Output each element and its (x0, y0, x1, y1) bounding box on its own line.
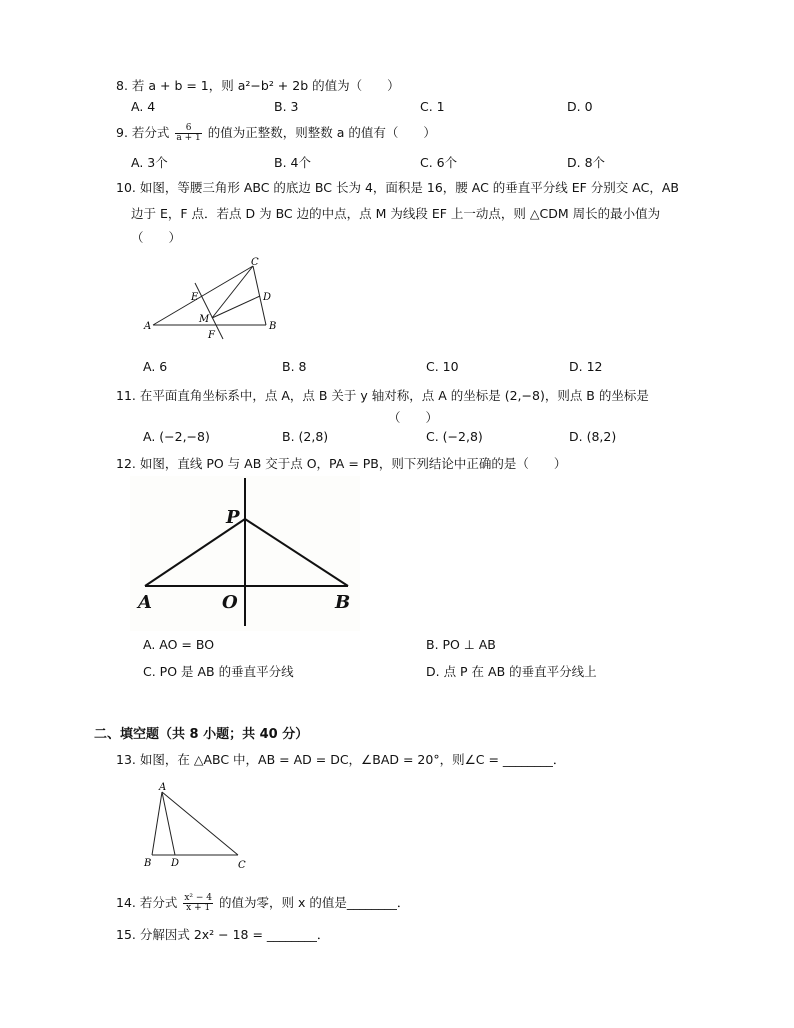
q12-option-b: B. PO ⊥ AB (426, 637, 496, 652)
q8-option-a: A. 4 (131, 99, 156, 114)
q10-option-a: A. 6 (143, 359, 168, 374)
q13-figure (140, 780, 255, 872)
q10-label-b: B (269, 321, 277, 332)
section-2-title: 二、填空题（共 8 小题；共 40 分） (94, 727, 309, 742)
q12-label-a: A (138, 592, 152, 613)
q11-stem-line1: 11. 在平面直角坐标系中，点 A，点 B 关于 y 轴对称，点 A 的坐标是 (2,−8)，则点 B 的坐标是 (116, 388, 649, 403)
q9-fraction-denominator: a + 1 (176, 133, 201, 143)
q14-fraction (183, 894, 213, 913)
q10-label-c: C (251, 257, 259, 268)
q10-label-d: D (263, 292, 272, 303)
q9-option-b: B. 4个 (274, 155, 311, 170)
q12-figure (130, 476, 360, 631)
q13-label-a: A (159, 782, 167, 793)
q12-option-c: C. PO 是 AB 的垂直平分线 (143, 664, 294, 679)
q9-stem-suffix: 的值为正整数，则整数 a 的值有（ ） (207, 125, 436, 140)
q11-option-b: B. (2,8) (282, 429, 329, 444)
q8-option-c: C. 1 (420, 99, 445, 114)
q10-option-c: C. 10 (426, 359, 459, 374)
q12-label-o: O (222, 592, 238, 613)
q12-option-a: A. AO = BO (143, 637, 215, 652)
q13-stem: 13. 如图，在 △ABC 中，AB = AD = DC，∠BAD = 20°，则∠C = ________． (116, 752, 566, 767)
q14-fraction-numerator: x² − 4 (184, 893, 213, 903)
q10-option-b: B. 8 (282, 359, 307, 374)
q9-fraction (175, 124, 201, 143)
q13-label-d: D (171, 858, 180, 869)
q10-option-d: D. 12 (569, 359, 603, 374)
q14-stem-suffix: 的值为零，则 x 的值是________． (219, 895, 410, 910)
q12-stem: 12. 如图，直线 PO 与 AB 交于点 O，PA = PB，则下列结论中正确的是（ ） (116, 456, 567, 471)
q10-label-m: M (199, 314, 210, 325)
q11-stem-line2: （ ） (388, 410, 439, 425)
q10-label-f: F (208, 330, 215, 341)
q14-fraction-denominator: x + 1 (186, 903, 211, 913)
q12-option-d: D. 点 P 在 AB 的垂直平分线上 (426, 664, 597, 679)
q9-option-a: A. 3个 (131, 155, 168, 170)
q10-stem-line2: 边于 E，F 点．若点 D 为 BC 边的中点，点 M 为线段 EF 上一动点，则 △CDM 周长的最小值为 (131, 206, 661, 221)
q11-option-c: C. (−2,8) (426, 429, 483, 444)
q13-segment-ab (152, 792, 162, 855)
q11-option-a: A. (−2,−8) (143, 429, 210, 444)
q11-option-d: D. (8,2) (569, 429, 617, 444)
q12-label-p: P (226, 507, 240, 528)
q15-stem: 15. 分解因式 2x² − 18 = ________． (116, 927, 330, 942)
q9-option-d: D. 8个 (567, 155, 606, 170)
q14-stem (116, 893, 409, 913)
q9-fraction-numerator: 6 (175, 124, 201, 134)
q9-option-c: C. 6个 (420, 155, 458, 170)
q13-label-b: B (144, 858, 152, 869)
q12-label-b: B (335, 592, 351, 613)
q10-label-a: A (144, 321, 152, 332)
q9-stem-prefix: 9. 若分式 (116, 125, 170, 140)
q10-label-e: E (191, 292, 199, 303)
q10-segment-cm (212, 266, 253, 318)
q8-option-d: D. 0 (567, 99, 593, 114)
q8-option-b: B. 3 (274, 99, 299, 114)
q10-figure (140, 255, 290, 345)
q14-stem-prefix: 14. 若分式 (116, 895, 178, 910)
q9-stem (116, 123, 436, 143)
q10-stem-line1: 10. 如图，等腰三角形 ABC 的底边 BC 长为 4，面积是 16，腰 AC 的垂直平分线 EF 分别交 AC，AB (116, 180, 679, 195)
q10-stem-line3: （ ） (131, 230, 182, 245)
q10-segment-dm (212, 296, 260, 318)
q13-label-c: C (238, 860, 246, 871)
q8-stem: 8. 若 a + b = 1，则 a²−b² + 2b 的值为（ ） (116, 78, 400, 93)
